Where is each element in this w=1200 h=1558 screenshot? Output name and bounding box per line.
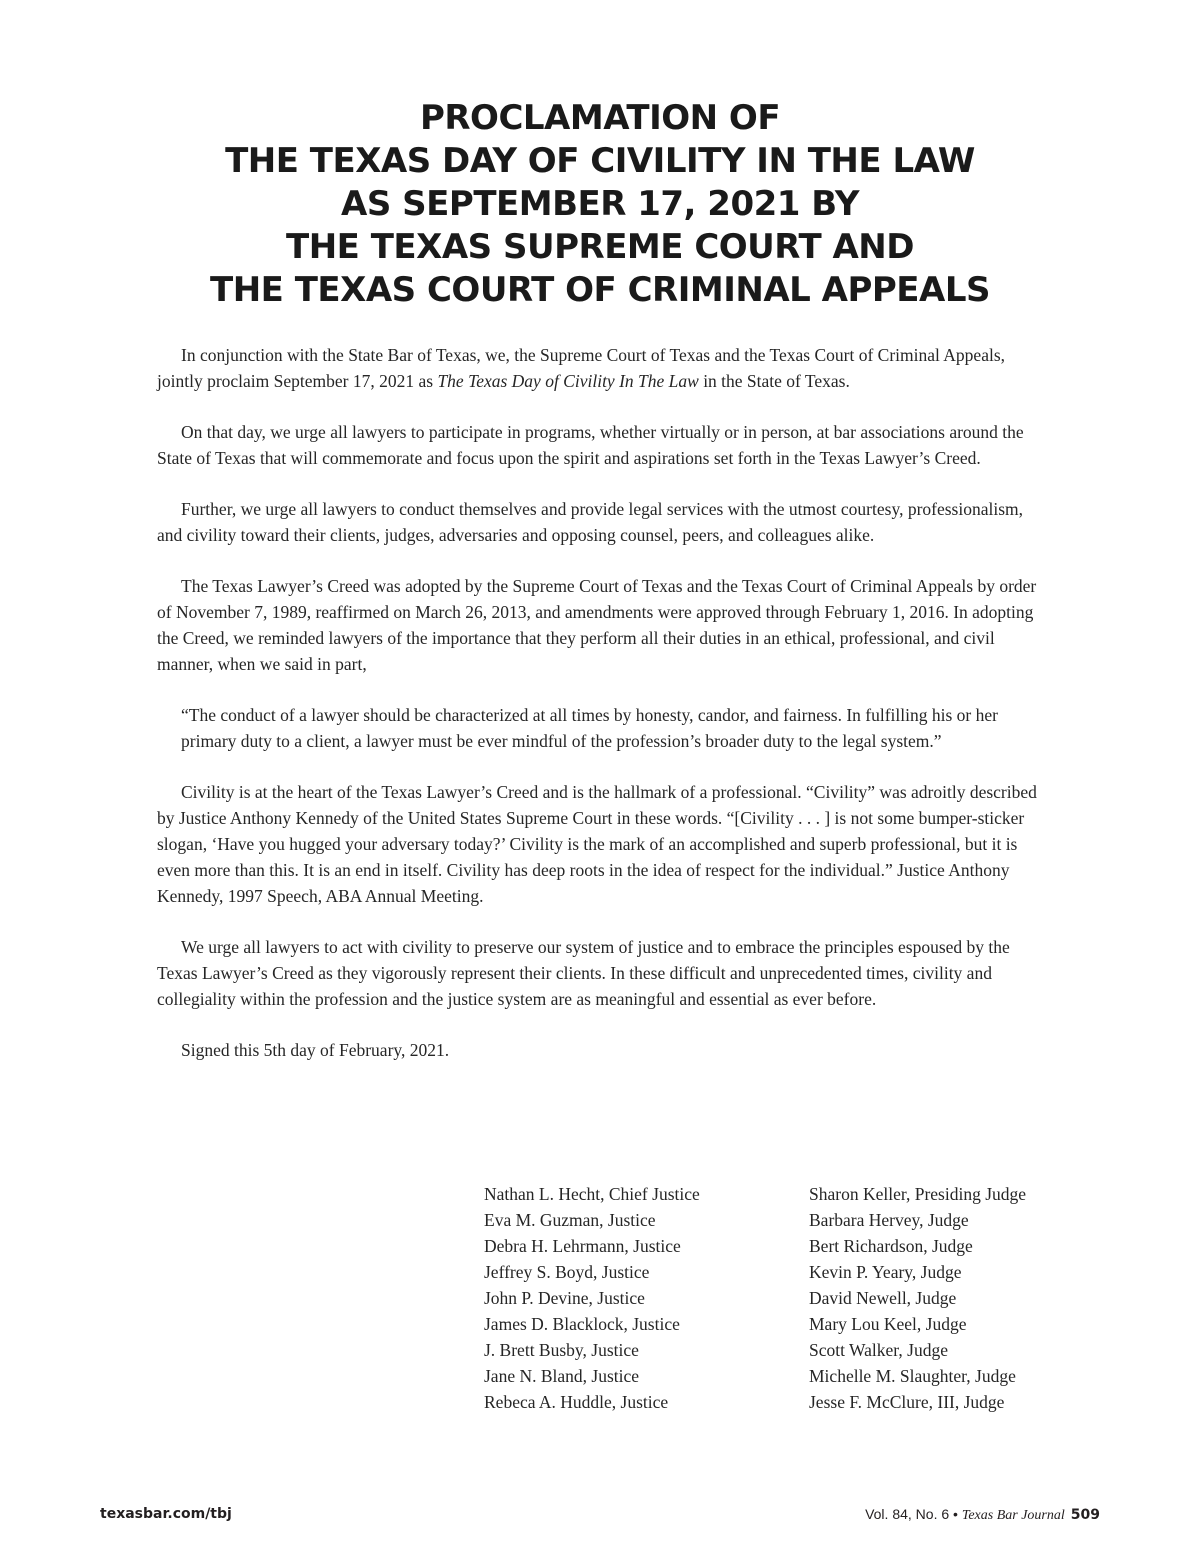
signature-line: Barbara Hervey, Judge — [809, 1210, 969, 1230]
paragraph-text: in the State of Texas. — [698, 371, 850, 391]
creed-quote: “The conduct of a lawyer should be characterized at all times by honesty, candor, and fairness. In fulfilling his or her primary duty to a client, a lawyer must be ever mindful of the profession’s broader duty to the legal system.” — [181, 705, 998, 751]
paragraph-programs: On that day, we urge all lawyers to participate in programs, whether virtually or in person, at bar associations around the State of Texas that will commemorate and focus upon the spirit and aspirations set forth in the Texas Lawyer’s Creed. — [157, 422, 1024, 468]
title-line: THE TEXAS DAY OF CIVILITY IN THE LAW — [225, 141, 975, 181]
signature-line: Jesse F. McClure, III, Judge — [809, 1392, 1005, 1412]
title-line: PROCLAMATION OF — [419, 98, 781, 138]
signature-line: J. Brett Busby, Justice — [484, 1340, 639, 1360]
signature-line: Mary Lou Keel, Judge — [809, 1314, 967, 1334]
signature-line: Scott Walker, Judge — [809, 1340, 949, 1360]
title-line: THE TEXAS COURT OF CRIMINAL APPEALS — [210, 270, 990, 310]
paragraph-conjunction — [157, 342, 1047, 394]
signature-line: Bert Richardson, Judge — [809, 1236, 973, 1256]
footer-website: texasbar.com/tbj — [100, 1506, 232, 1522]
paragraph-creed-adoption: The Texas Lawyer’s Creed was adopted by the Supreme Court of Texas and the Texas Court of Criminal Appeals by order of November 7, 1989, reaffirmed on March 26, 2013, and amendments were approved through February 1, 2016. In adopting the Creed, we reminded lawyers of the importance that they perform all their duties in an ethical, professional, and civil manner, when we said in part, — [157, 576, 1037, 674]
signature-line: John P. Devine, Justice — [484, 1288, 645, 1308]
title-line: THE TEXAS SUPREME COURT AND — [286, 227, 914, 267]
signature-line: James D. Blacklock, Justice — [484, 1314, 680, 1334]
signature-line: Rebeca A. Huddle, Justice — [484, 1392, 669, 1412]
signature-line: Michelle M. Slaughter, Judge — [809, 1366, 1016, 1386]
footer-volume: Vol. 84, No. 6 • — [865, 1506, 962, 1522]
paragraph-text: In conjunction with the State Bar of Texas, we, the Supreme Court of Texas and the Texas Court of Criminal Appeals, jointly proclaim September 17, 2021 as — [157, 345, 1006, 391]
paragraph-urge: We urge all lawyers to act with civility to preserve our system of justice and to embrace the principles espoused by the Texas Lawyer’s Creed as they vigorously represent their clients. In these difficult and unprecedented times, civility and collegiality within the profession and the justice system are as meaningful and essential as ever before. — [157, 937, 1010, 1009]
paragraph-kennedy: Civility is at the heart of the Texas Lawyer’s Creed and is the hallmark of a professional. “Civility” was adroitly described by Justice Anthony Kennedy of the United States Supreme Court in these words. “[Civility . . . ] is not some bumper-sticker slogan, ‘Have you hugged your adversary today?’ Civility is the mark of an accomplished and superb professional, but it is even more than this. It is an end in itself. Civility has deep roots in the idea of respect for the individual.” Justice Anthony Kennedy, 1997 Speech, ABA Annual Meeting. — [157, 782, 1037, 906]
signature-line: Jeffrey S. Boyd, Justice — [484, 1262, 650, 1282]
footer-journal-name: Texas Bar Journal — [961, 1508, 1065, 1523]
signature-line: Kevin P. Yeary, Judge — [809, 1262, 962, 1282]
criminal-appeals-signatures — [809, 1181, 1109, 1415]
paragraph-courtesy: Further, we urge all lawyers to conduct themselves and provide legal services with the utmost courtesy, professionalism, and civility toward their clients, judges, adversaries and opposing counsel, peers, and colleagues alike. — [157, 499, 1024, 545]
signature-line: Nathan L. Hecht, Chief Justice — [484, 1184, 700, 1204]
page-number: 509 — [1070, 1507, 1100, 1523]
day-name-italic: The Texas Day of Civility In The Law — [437, 371, 699, 391]
supreme-court-signatures — [484, 1181, 784, 1415]
paragraph-signed-date: Signed this 5th day of February, 2021. — [181, 1040, 450, 1060]
signature-line: David Newell, Judge — [809, 1288, 957, 1308]
signature-line: Jane N. Bland, Justice — [484, 1366, 640, 1386]
footer-issue-info — [865, 1506, 1100, 1524]
signature-line: Eva M. Guzman, Justice — [484, 1210, 656, 1230]
page-title — [100, 97, 1100, 312]
title-line: AS SEPTEMBER 17, 2021 BY — [341, 184, 859, 224]
proclamation-body — [157, 342, 1047, 1088]
signature-line: Debra H. Lehrmann, Justice — [484, 1236, 681, 1256]
signature-line: Sharon Keller, Presiding Judge — [809, 1184, 1027, 1204]
